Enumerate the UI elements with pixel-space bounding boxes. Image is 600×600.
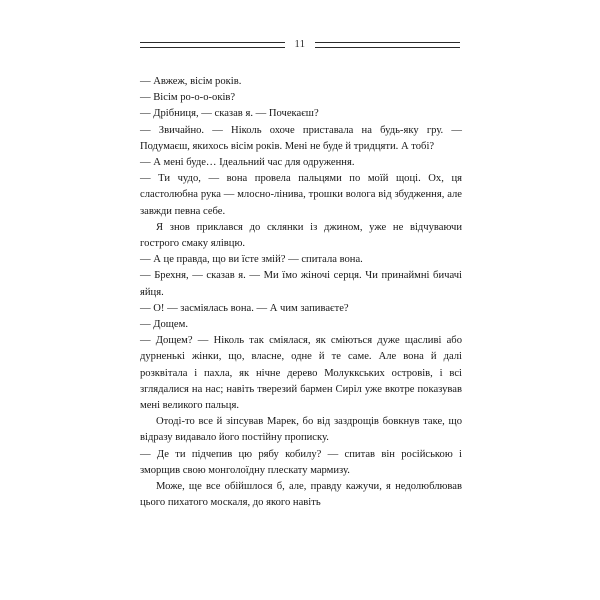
paragraph: — Брехня, — сказав я. — Ми їмо жіночі серця. Чи принаймні бичачі яйця. bbox=[140, 270, 462, 298]
paragraph: Може, ще все обійшлося б, але, правду кажучи, я недолюблював цього пихатого москаля, до якого навіть bbox=[140, 481, 462, 509]
header-rule-left bbox=[140, 42, 285, 48]
paragraph: — Дощем. bbox=[140, 319, 188, 331]
paragraph: Я знов приклався до склянки із джином, уже не відчуваючи гострого смаку ялівцю. bbox=[140, 221, 462, 250]
paragraph: — Дрібниця, — сказав я. — Почекаєш? bbox=[140, 108, 319, 120]
paragraph: — Авжеж, вісім років. bbox=[140, 76, 242, 87]
paragraph: — О! — засміялась вона. — А чим запиваєте? bbox=[140, 302, 349, 314]
paragraph: — Ти чудо, — вона провела пальцями по моїй щоці. Ох, ця сластолюбна рука — млосно-лінива, трошки волога від збудження, але завжди певна себе. bbox=[140, 173, 462, 217]
paragraph: — А це правда, що ви їсте змій? — спитала вона. bbox=[140, 254, 363, 266]
header-rule-right bbox=[315, 42, 460, 48]
body-text bbox=[140, 74, 462, 511]
paragraph: — А мені буде… Ідеальний час для одруження. bbox=[140, 157, 355, 169]
paragraph: — Звичайно. — Ніколь охоче приставала на будь-яку гру. — Подумаєш, якихось вісім років. Мені не буде й тридцяти. А тобі? bbox=[140, 124, 462, 152]
page-header bbox=[140, 36, 460, 54]
paragraph: — Де ти підчепив цю рябу кобилу? — спитав він російською і зморщив свою монголоїдну плескату мармизу. bbox=[140, 448, 462, 476]
paragraph: — Вісім ро-о-о-оків? bbox=[140, 92, 236, 104]
paragraph: — Дощем? — Ніколь так сміялася, як сміються дуже щасливі або дурненькі жінки, що, власне, одне й те саме. Але вона й далі розквітала і пахла, як нічне дерево Молуккських островів, і всі зглядалися на нас; навіть тверезий бармен Сиріл уже вкотре показував мені великого пальця. bbox=[140, 335, 462, 412]
paragraph: Отоді-то все й зіпсував Марек, бо від заздрощів бовкнув таке, що відразу видавало його постійну прописку. bbox=[140, 416, 462, 444]
page-number: 11 bbox=[294, 38, 306, 50]
